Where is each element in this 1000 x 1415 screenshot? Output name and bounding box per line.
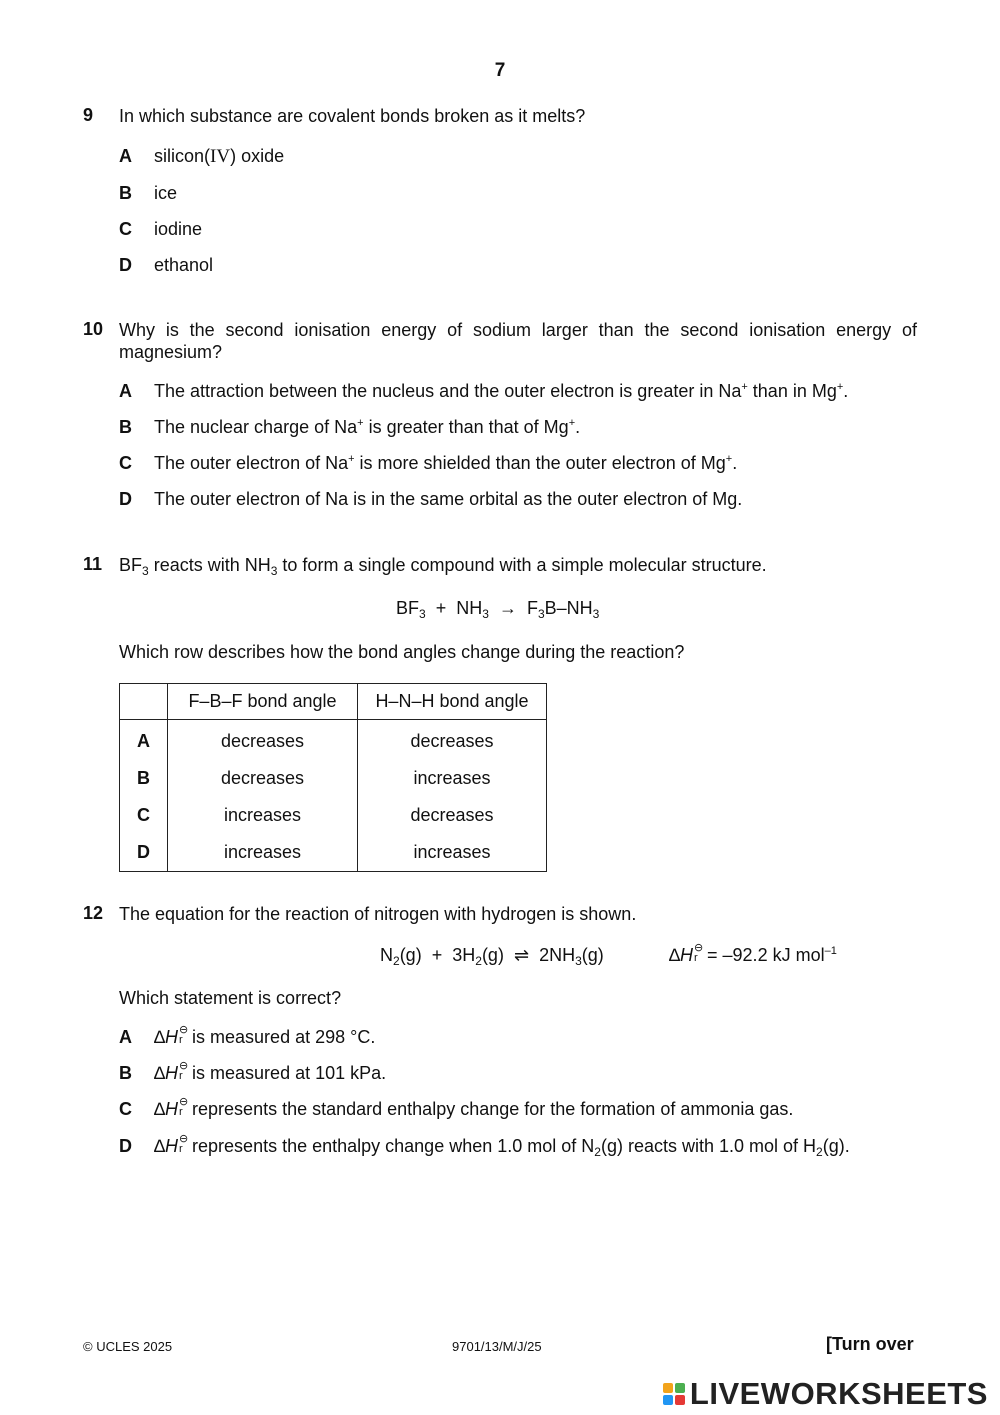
- option-letter: A: [119, 146, 132, 166]
- equilibrium-arrow-icon: ⇌: [513, 945, 530, 965]
- option-letter: A: [119, 381, 132, 401]
- row-letter: D: [120, 834, 168, 872]
- option-b-text: The nuclear charge of Na+ is greater than that of Mg+.: [154, 417, 581, 437]
- liveworksheets-logo: [663, 1376, 988, 1412]
- row-letter: A: [120, 720, 168, 761]
- option-letter: B: [119, 1063, 132, 1083]
- page-number: 7: [494, 60, 506, 81]
- table-row: [120, 720, 547, 761]
- option-c-text: iodine: [154, 219, 203, 239]
- table-cell: increases: [358, 760, 547, 797]
- option-letter: D: [119, 1136, 132, 1156]
- turn-over: [Turn over: [826, 1334, 914, 1354]
- table-cell: increases: [168, 834, 358, 872]
- question-number: 10: [83, 319, 104, 339]
- table-header-row: [120, 684, 547, 720]
- copyright: © UCLES 2025: [83, 1339, 173, 1354]
- option-b-text: ∆H ⊖ r is measured at 101 kPa.: [154, 1060, 387, 1083]
- bond-angle-table: [119, 683, 547, 872]
- table-cell: increases: [168, 797, 358, 834]
- table-header: H–N–H bond angle: [358, 684, 547, 720]
- option-letter: B: [119, 417, 132, 437]
- option-d-text: ∆H ⊖ r represents the enthalpy change when 1.0 mol of $N_2(g)$ reacts with 1.0 mol of $H_2(g)$.: [154, 1133, 850, 1159]
- option-a-text: The attraction between the nucleus and the outer electron is greater in Na+ than in Mg+.: [154, 381, 849, 401]
- option-letter: C: [119, 219, 132, 239]
- table-cell: decreases: [168, 760, 358, 797]
- option-letter: D: [119, 489, 132, 509]
- table-row: [120, 834, 547, 872]
- option-c-text: The outer electron of Na+ is more shielded than the outer electron of Mg+.: [154, 453, 738, 473]
- question-text: The equation for the reaction of nitrogen with hydrogen is shown.: [119, 904, 637, 924]
- reaction-equation: $N_2(g) + 3H_2(g)$ ⇌ $2NH_3(g)$: [380, 945, 604, 968]
- option-a-text: ∆H ⊖ r is measured at 298 °C.: [154, 1024, 376, 1047]
- option-letter: A: [119, 1027, 132, 1047]
- question-text: Which row describes how the bond angles change during the reaction?: [119, 642, 685, 662]
- table-cell: increases: [358, 834, 547, 872]
- option-letter: D: [119, 255, 132, 275]
- question-number: 12: [83, 903, 104, 923]
- table-cell: decreases: [358, 720, 547, 761]
- arrow-icon: →: [498, 598, 517, 618]
- liveworksheets-logo-icon: [663, 1383, 685, 1405]
- enthalpy-value: ∆H ⊖ r = –92.2 kJ mol$^{-1}$: [669, 942, 837, 965]
- table-header: [120, 684, 168, 720]
- question-text: Which statement is correct?: [119, 988, 342, 1008]
- option-d-text: The outer electron of Na is in the same orbital as the outer electron of Mg.: [154, 489, 743, 509]
- option-b-text: ice: [154, 183, 178, 203]
- question-number: 9: [83, 105, 94, 125]
- option-letter: B: [119, 183, 132, 203]
- option-d-text: ethanol: [154, 255, 214, 275]
- question-text: In which substance are covalent bonds broken as it melts?: [119, 106, 586, 126]
- table-cell: decreases: [358, 797, 547, 834]
- option-letter: C: [119, 1099, 132, 1119]
- option-a-text: silicon(IV) oxide: [154, 146, 285, 167]
- option-c-text: ∆H ⊖ r represents the standard enthalpy change for the formation of ammonia gas.: [154, 1096, 794, 1119]
- question-text-line2: magnesium?: [119, 342, 223, 362]
- table-header: F–B–F bond angle: [168, 684, 358, 720]
- question-text-line1: Why is the second ionisation energy of sodium larger than the second ionisation energy of: [119, 320, 917, 340]
- table-row: [120, 760, 547, 797]
- question-number: 11: [83, 554, 103, 574]
- table-cell: decreases: [168, 720, 358, 761]
- reaction-equation: $BF_3 + NH_3 \to F_3B-NH_3$: [396, 598, 600, 621]
- question-intro: $BF_3$ reacts with $NH_3$ to form a single compound with a simple molecular structure.: [119, 555, 767, 578]
- paper-code: 9701/13/M/J/25: [452, 1339, 542, 1354]
- table-row: [120, 797, 547, 834]
- row-letter: B: [120, 760, 168, 797]
- option-letter: C: [119, 453, 132, 473]
- row-letter: C: [120, 797, 168, 834]
- logo-text: LIVEWORKSHEETS: [689, 1376, 988, 1411]
